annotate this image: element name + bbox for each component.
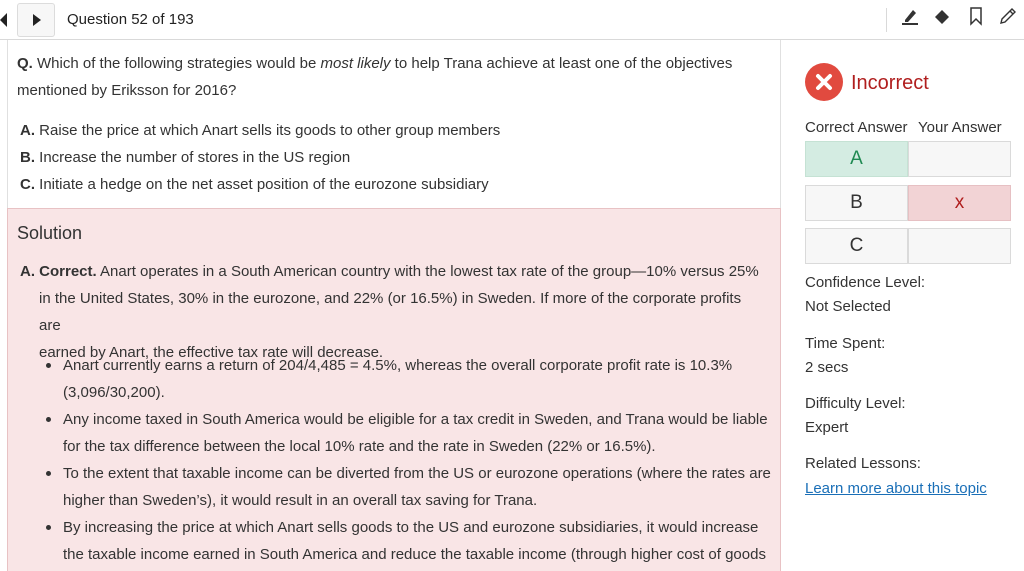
pencil-button[interactable] [992, 0, 1024, 32]
your-answer-header: Your Answer [918, 119, 1002, 136]
question-text-end: to help Trana achieve at least one of the objectives mentioned by Eriksson for 2016? [17, 55, 733, 99]
solution-panel [7, 208, 781, 571]
list-item: Anart currently earns a return of 204/4,485 = 4.5%, whereas the overall corporate profit rate is 10.3% (3,096/30,200). [46, 352, 771, 406]
solution-line-2: in the United States, 30% in the eurozone, and 22% (or 16.5%) in Sweden. If more of the corporate profits are [39, 290, 742, 334]
highlighter-icon [900, 6, 920, 26]
question-text-start: Which of the following strategies would be [37, 55, 321, 72]
top-bar [0, 0, 1024, 40]
solution-answer-prefix: A. Correct. [20, 263, 97, 280]
option-text: Increase the number of stores in the US region [39, 149, 351, 166]
correct-answer-cell: C [805, 228, 908, 264]
solution-bullets [46, 352, 771, 568]
question-panel [7, 40, 781, 208]
list-item: By increasing the price at which Anart sells goods to the US and eurozone subsidiaries, it would increase the taxable income earned in South America and reduce the taxable income (through higher cost of goods [46, 514, 771, 568]
option-b[interactable] [20, 149, 350, 166]
bookmark-icon [966, 6, 986, 26]
question-prefix: Q. [17, 55, 33, 72]
time-spent-label: Time Spent: [805, 335, 886, 352]
correct-answer-cell: B [805, 185, 908, 221]
list-item: To the extent that taxable income can be diverted from the US or eurozone operations (where the rates are higher than Sweden’s), it would result in an overall tax saving for Trana. [46, 460, 771, 514]
option-letter: C. [20, 176, 35, 193]
question-emphasis: most likely [320, 55, 391, 72]
confidence-label: Confidence Level: [805, 274, 926, 291]
caret-right-icon [33, 14, 41, 26]
question-text [17, 50, 757, 104]
list-item: Any income taxed in South America would be eligible for a tax credit in Sweden, and Trana would be liable for the tax difference between the local 10% rate and the rate in Sweden (22% or 16.5%). [46, 406, 771, 460]
solution-line-3: earned by Anart, the effective tax rate will decrease. [39, 344, 384, 361]
eraser-icon [932, 6, 952, 26]
option-a[interactable] [20, 122, 500, 139]
confidence-value: Not Selected [805, 298, 891, 315]
question-counter: Question 52 of 193 [67, 11, 194, 28]
option-c[interactable] [20, 176, 489, 193]
difficulty-value: Expert [805, 419, 849, 436]
option-letter: B. [20, 149, 35, 166]
option-text: Raise the price at which Anart sells its goods to other group members [39, 122, 501, 139]
incorrect-icon [805, 63, 843, 101]
difficulty-label: Difficulty Level: [805, 395, 906, 412]
your-answer-cell: x [908, 185, 1011, 221]
option-text: Initiate a hedge on the net asset position of the eurozone subsidiary [39, 176, 489, 193]
related-lesson-link[interactable]: Learn more about this topic [805, 480, 987, 497]
your-answer-cell [908, 141, 1011, 177]
solution-title: Solution [17, 223, 83, 243]
solution-explanation [20, 258, 765, 366]
pencil-icon [998, 6, 1018, 26]
status-label: Incorrect [851, 72, 929, 94]
time-spent-value: 2 secs [805, 359, 849, 376]
solution-line-1: Anart operates in a South American country with the lowest tax rate of the group—10% versus 25% [100, 263, 759, 280]
option-letter: A. [20, 122, 35, 139]
previous-question-button[interactable] [0, 0, 16, 40]
next-question-button[interactable] [17, 3, 55, 37]
bookmark-button[interactable] [960, 0, 992, 32]
highlighter-button[interactable] [894, 0, 926, 32]
eraser-button[interactable] [926, 0, 958, 32]
toolbar-divider [886, 8, 887, 32]
related-lessons-label: Related Lessons: [805, 455, 921, 472]
correct-answer-header: Correct Answer [805, 119, 908, 136]
your-answer-cell [908, 228, 1011, 264]
correct-answer-cell: A [805, 141, 908, 177]
caret-left-icon [0, 13, 8, 27]
